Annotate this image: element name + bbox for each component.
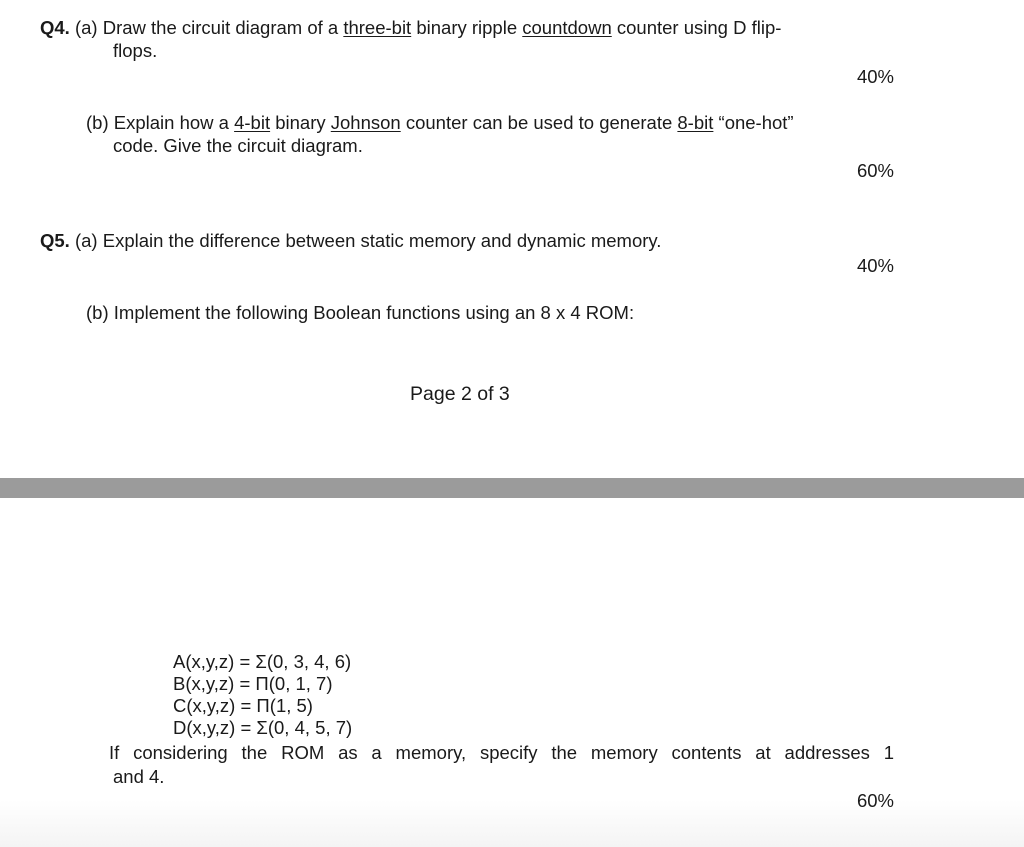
q4a-text-3: counter using D flip-	[616, 17, 782, 38]
q4b-marks: 60%	[856, 160, 894, 181]
function-d: D(x,y,z) = Σ(0, 4, 5, 7)	[173, 717, 353, 738]
q4a-underlined-1: three-bit	[343, 17, 412, 38]
q4a-underlined-2: countdown	[522, 17, 612, 38]
function-c: C(x,y,z) = Π(1, 5)	[173, 695, 313, 716]
q5b-marks: 60%	[856, 790, 894, 811]
q4b-text-1: Explain how a	[113, 112, 229, 133]
q4b-text-2: binary	[275, 112, 326, 133]
q5b-label: (b)	[86, 302, 109, 323]
q4b-underlined-3: 8-bit	[677, 112, 714, 133]
q5b-followup-text-1: If considering the ROM as a memory, specify the memory contents at addresses 1	[109, 742, 894, 763]
q4b-underlined-2: Johnson	[330, 112, 401, 133]
q4b-label: (b)	[86, 112, 109, 133]
q4b-text-3: counter can be used to generate	[405, 112, 673, 133]
page-number-label: Page 2 of 3	[410, 383, 510, 405]
q5a-marks: 40%	[856, 255, 894, 276]
function-b: B(x,y,z) = Π(0, 1, 7)	[173, 673, 333, 694]
q4a-text-2: binary ripple	[416, 17, 518, 38]
q4-line-1	[40, 17, 781, 39]
q4a-marks: 40%	[856, 66, 894, 87]
q4a-text-1: Draw the circuit diagram of a	[102, 17, 339, 38]
q4-number: Q4.	[40, 17, 70, 38]
q4b-line-2: code. Give the circuit diagram.	[113, 135, 363, 156]
q5-number: Q5.	[40, 230, 70, 251]
page-separator	[0, 478, 1024, 498]
q5b-text: Implement the following Boolean functions using an 8 x 4 ROM:	[113, 302, 635, 323]
q4b-underlined-1: 4-bit	[234, 112, 271, 133]
q5b-followup-line-1	[109, 742, 894, 764]
q5b-followup-line-2: and 4.	[113, 766, 165, 787]
q4a-line-2: flops.	[113, 40, 158, 61]
q5b-line-1	[86, 302, 634, 324]
q5-line-1	[40, 230, 661, 252]
q4b-line-1	[86, 112, 794, 134]
function-a: A(x,y,z) = Σ(0, 3, 4, 6)	[173, 651, 352, 672]
q4b-text-4: “one-hot”	[718, 112, 794, 133]
q5a-label: (a)	[74, 230, 98, 251]
q5a-text: Explain the difference between static memory and dynamic memory.	[102, 230, 662, 251]
q4a-label: (a)	[74, 17, 98, 38]
